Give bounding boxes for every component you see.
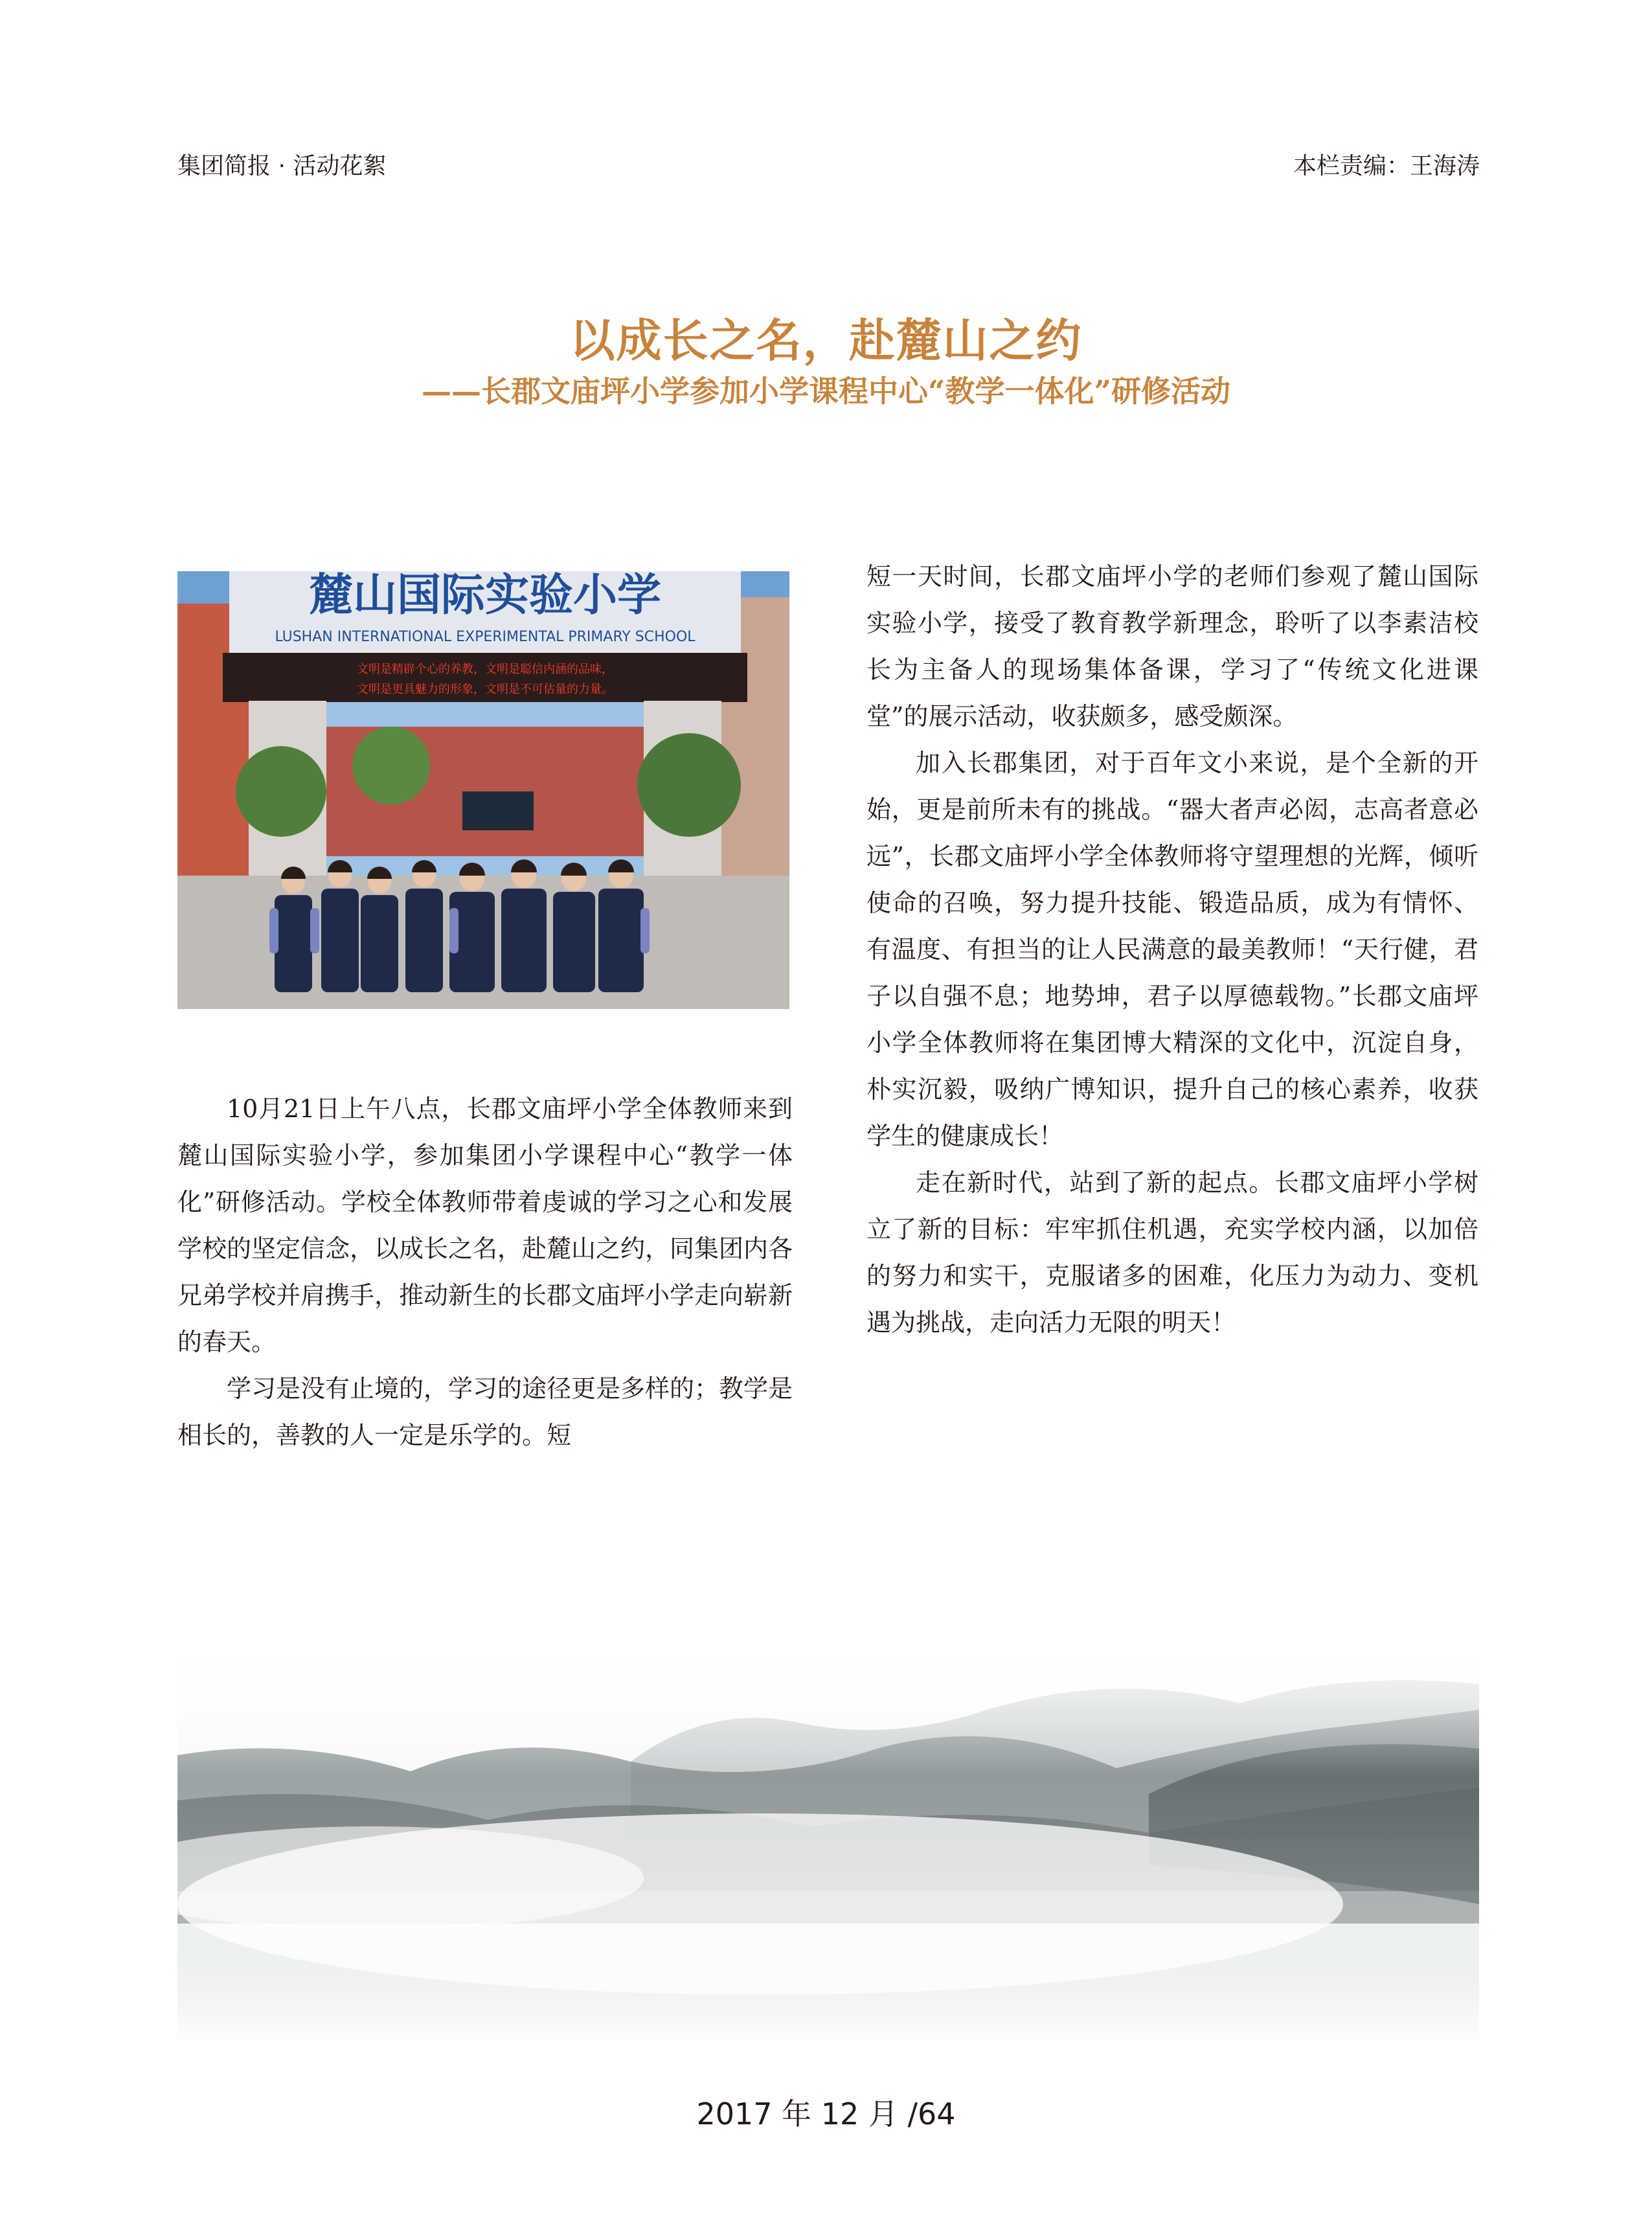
page-footer: 2017 年 12 月 /64: [696, 2096, 956, 2131]
group-photo: [177, 571, 789, 1009]
column-editor: 本栏责编：王海涛: [1293, 153, 1480, 179]
paragraph: 加入长郡集团，对于百年文小来说，是个全新的开始，更是前所未有的挑战。“器大者声必闳，志高者意必远”，长郡文庙坪小学全体教师将守望理想的光辉，倾听使命的召唤，努力提升技能、锻造品质，成为有情怀、有温度、有担当的让人民满意的最美教师！“天行健，君子以自强不息；地势坤，君子以厚德载物。”长郡文庙坪小学全体教师将在集团博大精深的文化中，沉淀自身，朴实沉毅，吸纳广博知识，提升自己的核心素养，收获学生的健康成长！: [866, 749, 1478, 1150]
article-subtitle: ——长郡文庙坪小学参加小学课程中心“教学一体化”研修活动: [422, 374, 1230, 409]
paragraph: 走在新时代，站到了新的起点。长郡文庙坪小学树立了新的目标：牢牢抓住机遇，充实学校内涵，以加倍的努力和实干，克服诸多的困难，化压力为动力、变机遇为挑战，走向活力无限的明天！: [866, 1168, 1478, 1337]
paragraph-continued: 短一天时间，长郡文庙坪小学的老师们参观了麓山国际实验小学，接受了教育教学新理念，聆听了以李素洁校长为主备人的现场集体备课，学习了“传统文化进课堂”的展示活动，收获颇多，感受颇深。: [866, 562, 1478, 731]
led-banner-line1: 文明是精辟个心的养教，文明是聪信内涵的品味，: [357, 663, 613, 676]
led-banner-line2: 文明是更具魅力的形象，文明是不可估量的力量。: [357, 683, 613, 696]
school-sign-text: 麓山国际实验小学: [308, 571, 662, 621]
article-body-right: [866, 553, 1478, 1346]
paragraph: 学习是没有止境的，学习的途径更是多样的；教学是相长的，善教的人一定是乐学的。短: [177, 1374, 793, 1449]
misty-mountain-image: [177, 1632, 1479, 2040]
paragraph: 10月21日上午八点，长郡文庙坪小学全体教师来到麓山国际实验小学，参加集团小学课程中心“教学一体化”研修活动。学校全体教师带着虔诚的学习之心和发展学校的坚定信念，以成长之名，赴麓山之约，同集团内各兄弟学校并肩携手，推动新生的长郡文庙坪小学走向崭新的春天。: [177, 1095, 793, 1356]
section-label: 集团简报 · 活动花絮: [177, 153, 387, 179]
article-body-left: [177, 1085, 793, 1459]
school-sign-english: LUSHAN INTERNATIONAL EXPERIMENTAL PRIMARY SCHOOL: [275, 629, 696, 645]
article-title: 以成长之名，赴麓山之约: [569, 313, 1083, 367]
